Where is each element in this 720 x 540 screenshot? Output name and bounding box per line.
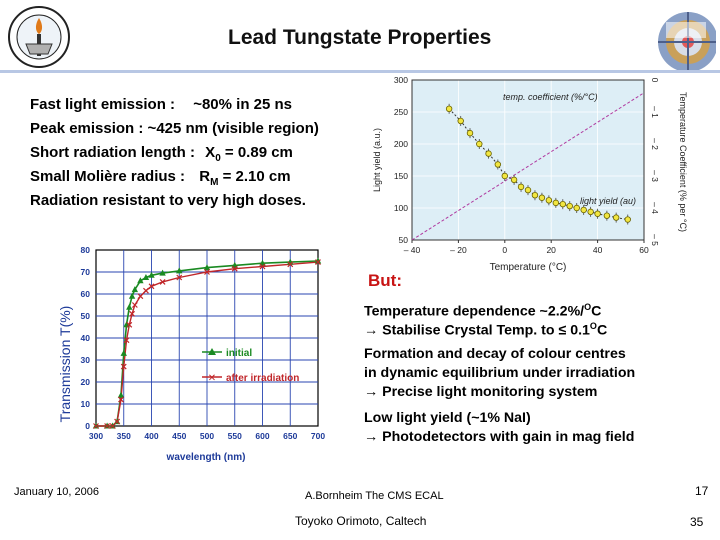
- light-yield-y-tick-label: 300: [393, 75, 408, 85]
- monitoring-line: [364, 384, 597, 400]
- light-yield-point: [518, 184, 524, 190]
- temp-dependence-unit: C: [591, 303, 602, 320]
- stabilise-unit: C: [596, 322, 608, 339]
- transmission-x-tick-label: 600: [255, 431, 270, 441]
- prop-radiation-length-value: = 0.89 cm: [220, 144, 293, 161]
- footer-authors: A.Bornheim The CMS ECAL: [305, 490, 444, 502]
- prop-radiation-resistant: Radiation resistant to very high doses.: [30, 192, 306, 209]
- prop-moliere-radius-value: = 2.10 cm: [218, 168, 291, 185]
- prop-fast-emission-value: ~80% in 25 ns: [193, 96, 293, 113]
- legend-after-irradiation: after irradiation: [226, 373, 300, 384]
- but-heading: But:: [368, 271, 402, 290]
- light-yield-point: [446, 106, 452, 112]
- transmission-x-tick-label: 300: [88, 431, 104, 441]
- temp-dependence-text: Temperature dependence ~2.2%/: [364, 303, 585, 320]
- photodetectors-line: [364, 429, 634, 445]
- stabilise-degree: O: [589, 321, 597, 331]
- transmission-x-tick-label: 650: [283, 431, 298, 441]
- light-yield-point: [539, 195, 545, 201]
- light-yield-y2-tick-label: – 5: [650, 234, 660, 246]
- light-yield-point: [495, 162, 501, 168]
- light-yield-point: [560, 201, 566, 207]
- light-yield-point: [581, 207, 587, 213]
- prop-moliere-radius: [30, 168, 291, 188]
- light-yield-chart: [366, 74, 688, 274]
- transmission-y-label: Transmission T(%): [57, 305, 73, 423]
- transmission-y-tick-label: 40: [80, 333, 90, 343]
- light-yield-y-tick-label: 250: [393, 107, 408, 117]
- colour-centres-line: Formation and decay of colour centres: [364, 346, 626, 362]
- light-yield-x-tick-label: 0: [502, 245, 508, 255]
- transmission-y-tick-label: 10: [80, 399, 90, 409]
- light-yield-y2-tick-label: – 1: [650, 106, 660, 118]
- light-yield-x-tick-label: – 40: [403, 245, 421, 255]
- transmission-y-tick-label: 70: [80, 267, 90, 277]
- transmission-x-tick-label: 400: [144, 431, 159, 441]
- light-yield-y-tick-label: 50: [398, 235, 408, 245]
- light-yield-y2-tick-label: – 2: [650, 138, 660, 150]
- light-yield-x-tick-label: 20: [546, 245, 556, 255]
- dynamic-equilibrium-line: in dynamic equilibrium under irradiation: [364, 365, 636, 381]
- photodetectors-text: Photodetectors with gain in mag field: [378, 429, 635, 445]
- light-yield-point: [511, 177, 517, 183]
- light-yield-y2-tick-label: 0: [650, 77, 660, 83]
- light-yield-point: [502, 173, 508, 179]
- transmission-x-tick-label: 550: [227, 431, 242, 441]
- prop-radiation-length-subscript: 0: [215, 153, 221, 164]
- transmission-x-tick-label: 350: [116, 431, 131, 441]
- prop-fast-emission-label: Fast light emission :: [30, 96, 176, 113]
- light-yield-point: [567, 203, 573, 209]
- light-yield-x-tick-label: 60: [639, 245, 649, 255]
- legend-temp-coefficient: temp. coefficient (%/°C): [503, 92, 598, 102]
- prop-fast-emission: [30, 96, 292, 113]
- light-yield-point: [553, 200, 559, 206]
- light-yield-point: [467, 130, 473, 136]
- transmission-y-tick-label: 30: [80, 355, 90, 365]
- light-yield-y2-tick-label: – 4: [650, 202, 660, 214]
- arrow-icon: →: [364, 322, 379, 339]
- light-yield-point: [604, 213, 610, 219]
- arrow-icon: →: [364, 429, 379, 445]
- transmission-y-tick-label: 50: [80, 311, 90, 321]
- light-yield-y-tick-label: 100: [393, 203, 408, 213]
- prop-radiation-length-label: Short radiation length :: [30, 144, 195, 161]
- light-yield-x-tick-label: 40: [592, 245, 603, 255]
- footer-inner-page: 17: [695, 484, 709, 498]
- light-yield-point: [486, 151, 492, 157]
- light-yield-point: [625, 217, 631, 223]
- prop-moliere-radius-label: Small Molière radius :: [30, 168, 186, 185]
- light-yield-point: [613, 215, 619, 221]
- light-yield-x-tick-label: – 20: [450, 245, 467, 255]
- light-yield-point: [588, 209, 594, 215]
- footer-credit: Toyoko Orimoto, Caltech: [295, 514, 427, 528]
- prop-moliere-radius-subscript: M: [210, 177, 219, 188]
- cms-detector-logo: [654, 8, 716, 74]
- transmission-y-tick-label: 20: [80, 377, 90, 387]
- footer-date: January 10, 2006: [14, 486, 100, 498]
- legend-after-marker: ✕: [207, 373, 217, 384]
- monitoring-text: Precise light monitoring system: [378, 384, 598, 400]
- arrow-icon: →: [364, 384, 379, 400]
- light-yield-y-tick-label: 150: [393, 171, 408, 181]
- university-seal-logo: [6, 4, 78, 70]
- light-yield-y2-tick-label: – 3: [650, 170, 660, 182]
- transmission-x-tick-label: 450: [172, 431, 187, 441]
- light-yield-point: [458, 118, 464, 124]
- prop-moliere-radius-symbol: R: [199, 168, 211, 185]
- transmission-y-tick-label: 0: [85, 421, 90, 431]
- transmission-chart: [56, 244, 334, 466]
- transmission-y-tick-label: 60: [80, 289, 90, 299]
- stabilise-text: Stabilise Crystal Temp. to ≤ 0.1: [378, 322, 590, 339]
- title-divider: [0, 70, 720, 73]
- transmission-x-tick-label: 700: [310, 431, 326, 441]
- prop-radiation-length: [30, 144, 293, 164]
- light-yield-y-label: Light yield (a.u.): [372, 127, 382, 193]
- light-yield-y-tick-label: 200: [393, 139, 408, 149]
- light-yield-point: [525, 187, 531, 193]
- transmission-x-label: wavelength (nm): [166, 452, 246, 463]
- legend-light-yield: light yield (au): [580, 196, 637, 206]
- transmission-x-tick-label: 500: [199, 431, 215, 441]
- low-light-yield-line: Low light yield (~1% NaI): [364, 410, 531, 426]
- slide-title: Lead Tungstate Properties: [228, 26, 492, 49]
- light-yield-point: [595, 211, 601, 217]
- temp-dependence-degree: O: [584, 302, 592, 312]
- stabilise-line: [364, 321, 607, 339]
- light-yield-point: [546, 198, 552, 204]
- light-yield-point: [532, 192, 538, 198]
- footer-page-number: 35: [690, 515, 704, 529]
- light-yield-point: [476, 141, 482, 147]
- light-yield-x-label: Temperature (°C): [489, 262, 567, 273]
- temp-dependence-line: [364, 302, 601, 320]
- transmission-y-tick-label: 80: [80, 245, 90, 255]
- legend-initial: initial: [226, 348, 253, 359]
- prop-peak-emission: Peak emission : ~425 nm (visible region): [30, 120, 319, 137]
- light-yield-y2-label: Temperature Coefficient (% per °C): [678, 92, 688, 232]
- light-yield-point: [574, 205, 580, 211]
- prop-radiation-length-symbol: X: [205, 144, 216, 161]
